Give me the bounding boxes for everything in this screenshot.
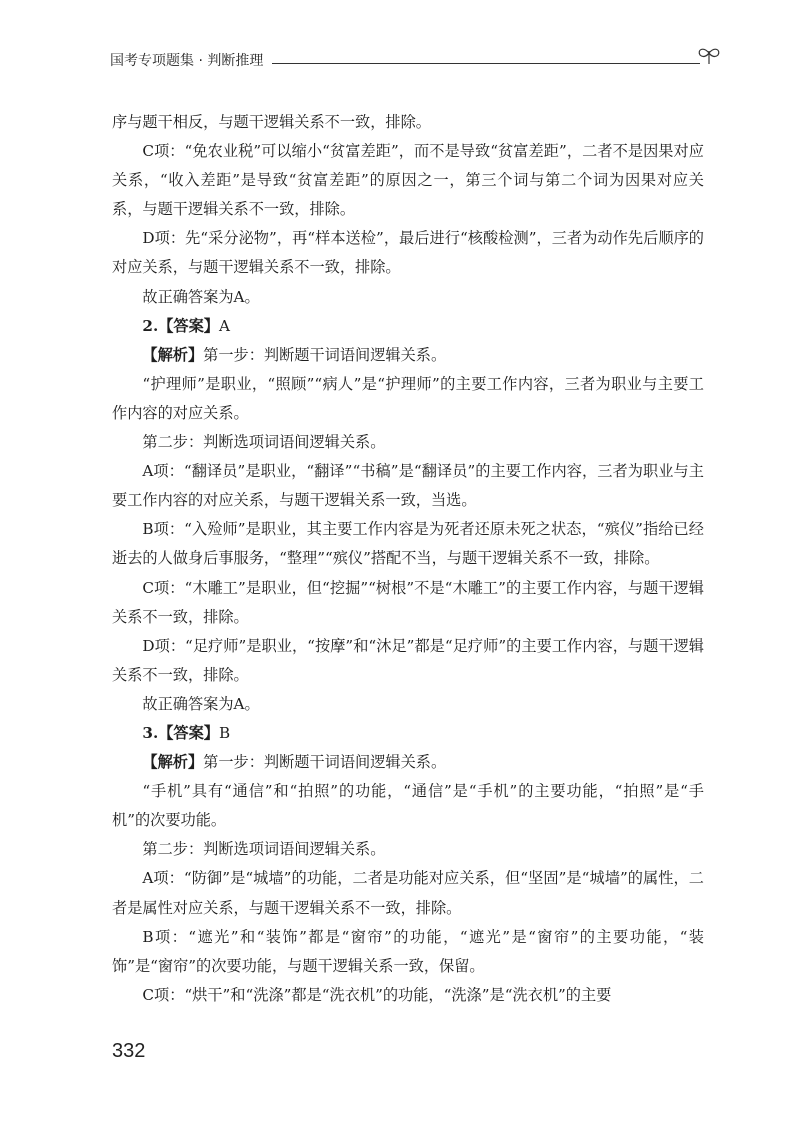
paragraph: 第二步：判断选项词语间逻辑关系。 xyxy=(142,433,386,452)
paragraph: 故正确答案为A。 xyxy=(142,287,260,306)
body-text xyxy=(112,108,704,1010)
answer-heading xyxy=(112,312,704,341)
paragraph: A项：“翻译员”是职业，“翻译”“书稿”是“翻译员”的主要工作内容，三者为职业与主要工作内容的对应关系，与题干逻辑关系一致，当选。 xyxy=(112,462,704,510)
paragraph: 序与题干相反，与题干逻辑关系不一致，排除。 xyxy=(112,113,431,131)
page-number: 332 xyxy=(112,1040,146,1062)
answer-text: A xyxy=(219,316,230,335)
answer-label: 【解析】 xyxy=(142,345,204,364)
paragraph: A项：“防御”是“城墙”的功能，二者是功能对应关系，但“坚固”是“城墙”的属性，二者是属性对应关系，与题干逻辑关系不一致，排除。 xyxy=(112,869,704,917)
paragraph: C项：“免农业税”可以缩小“贫富差距”，而不是导致“贫富差距”，二者不是因果对应关系，“收入差距”是导致“贫富差距”的原因之一，第三个词与第二个词为因果对应关系，与题干逻辑关系不一致，排除。 xyxy=(112,142,704,219)
running-header xyxy=(110,50,715,80)
paragraph: 第二步：判断选项词语间逻辑关系。 xyxy=(142,840,386,859)
paragraph: B项：“入殓师”是职业，其主要工作内容是为死者还原未死之状态，“殡仪”指给已经逝去的人做身后事服务，“整理”“殡仪”搭配不当，与题干逻辑关系不一致，排除。 xyxy=(112,520,704,568)
paragraph: D项：“足疗师”是职业，“按摩”和“沐足”都是“足疗师”的主要工作内容，与题干逻辑关系不一致，排除。 xyxy=(112,636,704,684)
paragraph: C项：“烘干”和“洗涤”都是“洗衣机”的功能，“洗涤”是“洗衣机”的主要 xyxy=(142,985,612,1004)
answer-heading xyxy=(112,719,704,748)
paragraph: B项：“遮光”和“装饰”都是“窗帘”的功能，“遮光”是“窗帘”的主要功能，“装饰”是“窗帘”的次要功能，与题干逻辑关系一致，保留。 xyxy=(112,927,704,975)
answer-text: 第一步：判断题干词语间逻辑关系。 xyxy=(203,345,447,364)
answer-heading xyxy=(112,748,704,777)
answer-label: 【解析】 xyxy=(142,753,204,772)
answer-label: 2.【答案】 xyxy=(142,316,219,335)
paragraph: “护理师”是职业，“照顾”“病人”是“护理师”的主要工作内容，三者为职业与主要工作内容的对应关系。 xyxy=(112,374,704,422)
answer-heading xyxy=(112,341,704,370)
sprout-icon xyxy=(694,42,724,72)
paragraph: D项：先“采分泌物”，再“样本送检”，最后进行“核酸检测”，三者为动作先后顺序的对应关系，与题干逻辑关系不一致，排除。 xyxy=(112,229,704,277)
header-rule xyxy=(272,63,700,64)
answer-label: 3.【答案】 xyxy=(142,723,219,742)
header-title: 国考专项题集 · 判断推理 xyxy=(110,53,264,69)
answer-text: B xyxy=(219,723,231,742)
answer-text: 第一步：判断题干词语间逻辑关系。 xyxy=(203,753,447,772)
paragraph: “手机”具有“通信”和“拍照”的功能，“通信”是“手机”的主要功能，“拍照”是“手机”的次要功能。 xyxy=(112,782,704,830)
paragraph: 故正确答案为A。 xyxy=(142,694,260,713)
paragraph: C项：“木雕工”是职业，但“挖掘”“树根”不是“木雕工”的主要工作内容，与题干逻辑关系不一致，排除。 xyxy=(112,578,704,626)
